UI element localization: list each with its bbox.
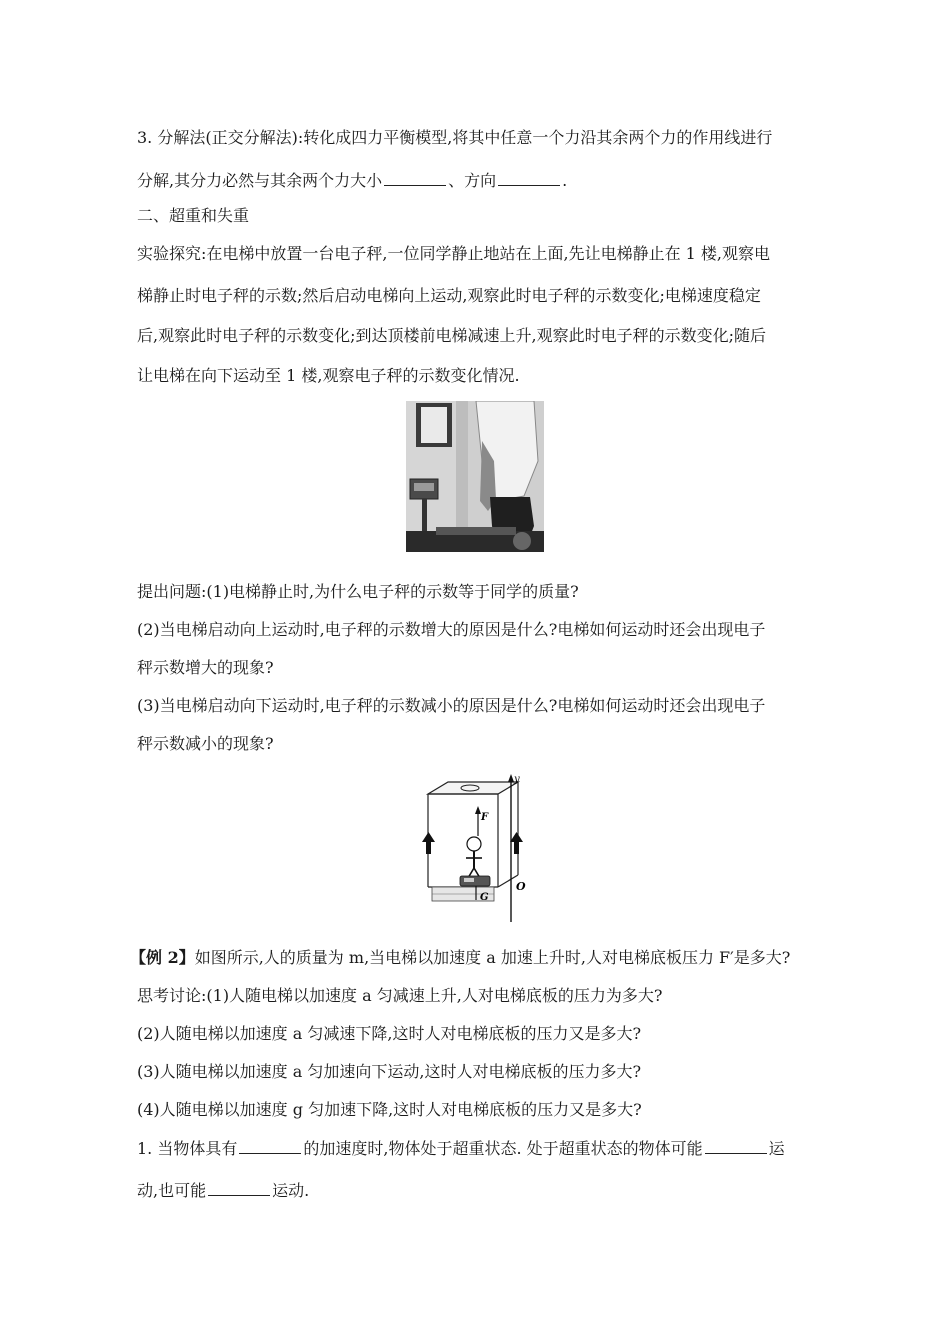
example2-line: 【例 2】如图所示,人的质量为 m,当电梯以加速度 a 加速上升时,人对电梯底板压力 F′是多大? xyxy=(130,948,791,967)
answer-blank[interactable] xyxy=(384,170,446,186)
origin-label: O xyxy=(516,880,526,893)
answer-blank[interactable] xyxy=(498,170,560,186)
experiment-line3: 后,观察此时电子秤的示数变化;到达顶楼前电梯减速上升,观察此时电子秤的示数变化;随后 xyxy=(137,326,766,345)
question-3-line2: 秤示数减小的现象? xyxy=(137,734,274,753)
point1-line1: 1. 当物体具有 的加速度时,物体处于超重状态. 处于超重状态的物体可能 运 xyxy=(137,1139,785,1158)
axis-y-label: y xyxy=(514,774,520,785)
force-F-label: F xyxy=(481,812,489,823)
discussion-3: (3)人随电梯以加速度 a 匀加速向下运动,这时人对电梯底板的压力多大? xyxy=(137,1062,642,1081)
question-2-line2: 秤示数增大的现象? xyxy=(137,658,274,677)
discussion-2: (2)人随电梯以加速度 a 匀减速下降,这时人对电梯底板的压力又是多大? xyxy=(137,1024,642,1043)
elevator-scale-photo xyxy=(406,401,544,552)
question-3-line1: (3)当电梯启动向下运动时,电子秤的示数减小的原因是什么?电梯如何运动时还会出现电子 xyxy=(137,696,766,715)
experiment-line4: 让电梯在向下运动至 1 楼,观察电子秤的示数变化情况. xyxy=(137,366,520,385)
question-1: 提出问题:(1)电梯静止时,为什么电子秤的示数等于同学的质量? xyxy=(137,582,579,601)
answer-blank[interactable] xyxy=(239,1138,301,1154)
elevator-force-diagram xyxy=(418,772,533,924)
experiment-line1: 实验探究:在电梯中放置一台电子秤,一位同学静止地站在上面,先让电梯静止在 1 楼,观察电 xyxy=(137,244,771,263)
gravity-G-label: G xyxy=(480,892,489,903)
discussion-4: (4)人随电梯以加速度 g 匀加速下降,这时人对电梯底板的压力又是多大? xyxy=(137,1100,642,1119)
discussion-1: 思考讨论:(1)人随电梯以加速度 a 匀减速上升,人对电梯底板的压力为多大? xyxy=(137,986,663,1005)
answer-blank[interactable] xyxy=(705,1138,767,1154)
point1-line2: 动,也可能 运动. xyxy=(137,1181,310,1200)
experiment-line2: 梯静止时电子秤的示数;然后启动电梯向上运动,观察此时电子秤的示数变化;电梯速度稳定 xyxy=(137,286,761,305)
answer-blank[interactable] xyxy=(208,1180,270,1196)
section-heading: 二、超重和失重 xyxy=(137,206,250,225)
section3-line1: 3. 分解法(正交分解法):转化成四力平衡模型,将其中任意一个力沿其余两个力的作用线进行 xyxy=(137,128,773,147)
section3-line2: 分解,其分力必然与其余两个力大小 、方向 . xyxy=(137,171,568,190)
question-2-line1: (2)当电梯启动向上运动时,电子秤的示数增大的原因是什么?电梯如何运动时还会出现电子 xyxy=(137,620,766,639)
